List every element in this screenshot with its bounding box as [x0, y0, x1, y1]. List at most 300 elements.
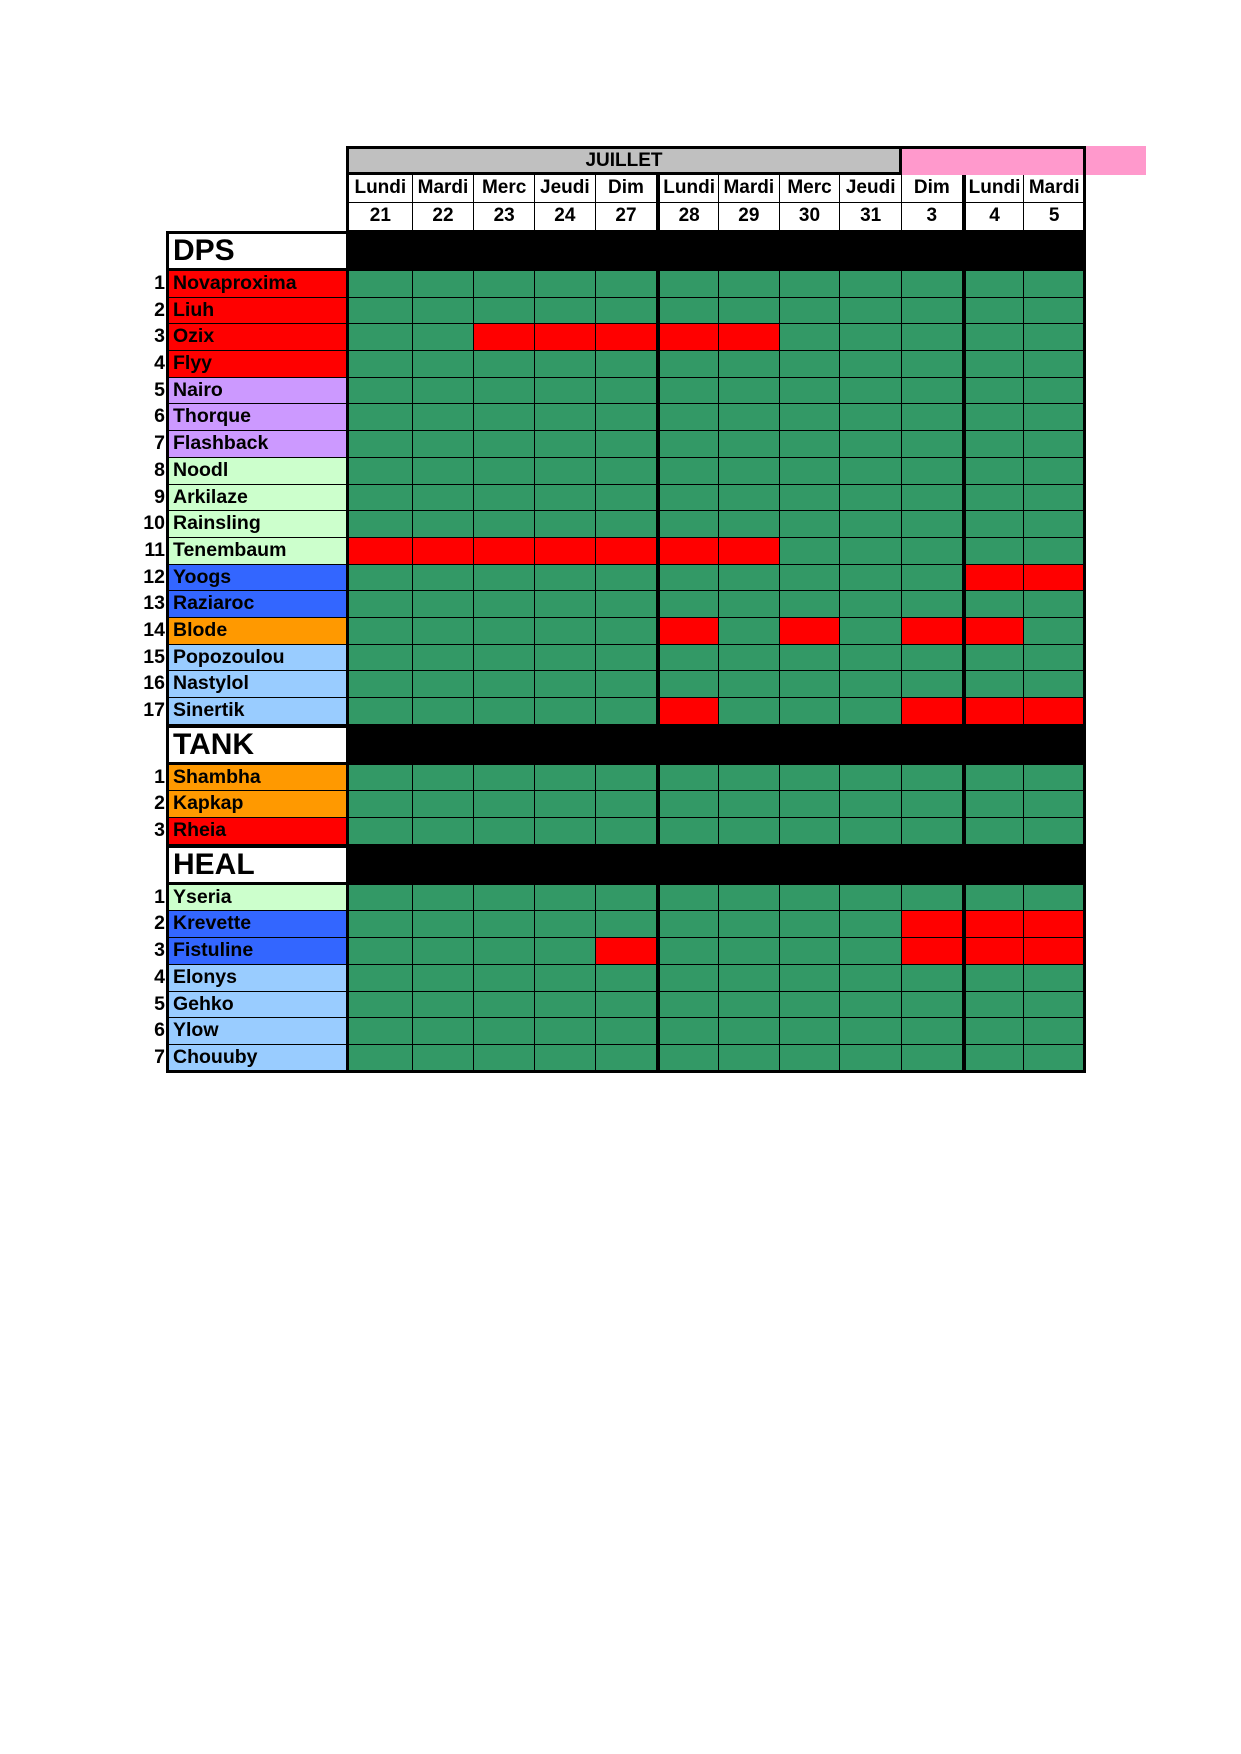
cell-available[interactable] [346, 1045, 413, 1072]
cell-available[interactable] [535, 458, 596, 485]
cell-available[interactable] [596, 818, 658, 845]
cell-available[interactable] [596, 404, 658, 431]
cell-available[interactable] [963, 324, 1025, 351]
cell-available[interactable] [780, 818, 841, 845]
cell-available[interactable] [963, 431, 1025, 458]
cell-available[interactable] [1024, 591, 1085, 618]
cell-available[interactable] [657, 458, 719, 485]
cell-available[interactable] [780, 431, 841, 458]
cell-available[interactable] [535, 618, 596, 645]
cell-unavailable[interactable] [1024, 565, 1085, 592]
cell-available[interactable] [780, 1018, 841, 1045]
cell-available[interactable] [596, 591, 658, 618]
cell-available[interactable] [840, 351, 902, 378]
cell-available[interactable] [657, 431, 719, 458]
cell-available[interactable] [963, 765, 1025, 792]
cell-available[interactable] [413, 458, 475, 485]
cell-available[interactable] [780, 351, 841, 378]
cell-available[interactable] [535, 885, 596, 912]
cell-available[interactable] [719, 298, 780, 325]
cell-available[interactable] [719, 765, 780, 792]
cell-available[interactable] [780, 965, 841, 992]
cell-available[interactable] [719, 511, 780, 538]
cell-available[interactable] [474, 565, 535, 592]
cell-available[interactable] [657, 791, 719, 818]
cell-available[interactable] [535, 485, 596, 512]
cell-available[interactable] [535, 511, 596, 538]
cell-unavailable[interactable] [902, 618, 963, 645]
cell-unavailable[interactable] [1024, 698, 1085, 725]
cell-available[interactable] [963, 1045, 1025, 1072]
cell-available[interactable] [596, 765, 658, 792]
cell-available[interactable] [413, 378, 475, 405]
cell-available[interactable] [657, 565, 719, 592]
cell-available[interactable] [1024, 791, 1085, 818]
cell-available[interactable] [1024, 818, 1085, 845]
cell-available[interactable] [596, 485, 658, 512]
cell-available[interactable] [657, 511, 719, 538]
cell-available[interactable] [474, 485, 535, 512]
cell-available[interactable] [596, 618, 658, 645]
cell-available[interactable] [902, 458, 963, 485]
cell-available[interactable] [474, 818, 535, 845]
cell-available[interactable] [963, 351, 1025, 378]
cell-available[interactable] [902, 485, 963, 512]
cell-available[interactable] [413, 885, 475, 912]
cell-available[interactable] [474, 458, 535, 485]
cell-available[interactable] [1024, 618, 1085, 645]
cell-available[interactable] [535, 992, 596, 1019]
cell-available[interactable] [535, 791, 596, 818]
cell-available[interactable] [474, 1018, 535, 1045]
cell-available[interactable] [346, 698, 413, 725]
cell-available[interactable] [902, 271, 963, 298]
cell-available[interactable] [413, 431, 475, 458]
cell-available[interactable] [902, 404, 963, 431]
cell-available[interactable] [474, 992, 535, 1019]
cell-unavailable[interactable] [963, 698, 1025, 725]
cell-available[interactable] [840, 511, 902, 538]
cell-available[interactable] [1024, 965, 1085, 992]
cell-available[interactable] [963, 511, 1025, 538]
cell-available[interactable] [840, 885, 902, 912]
cell-available[interactable] [719, 911, 780, 938]
cell-available[interactable] [719, 351, 780, 378]
cell-available[interactable] [840, 565, 902, 592]
cell-available[interactable] [840, 911, 902, 938]
cell-available[interactable] [963, 965, 1025, 992]
cell-available[interactable] [963, 298, 1025, 325]
cell-available[interactable] [413, 938, 475, 965]
cell-available[interactable] [346, 378, 413, 405]
cell-available[interactable] [346, 885, 413, 912]
cell-available[interactable] [963, 485, 1025, 512]
cell-available[interactable] [474, 431, 535, 458]
cell-unavailable[interactable] [474, 324, 535, 351]
cell-available[interactable] [902, 431, 963, 458]
cell-available[interactable] [413, 992, 475, 1019]
cell-available[interactable] [719, 591, 780, 618]
cell-available[interactable] [840, 485, 902, 512]
cell-available[interactable] [535, 1018, 596, 1045]
cell-available[interactable] [719, 271, 780, 298]
cell-available[interactable] [413, 791, 475, 818]
cell-available[interactable] [780, 324, 841, 351]
cell-available[interactable] [780, 271, 841, 298]
cell-available[interactable] [596, 431, 658, 458]
cell-available[interactable] [780, 378, 841, 405]
cell-available[interactable] [902, 965, 963, 992]
cell-available[interactable] [346, 431, 413, 458]
cell-available[interactable] [1024, 992, 1085, 1019]
cell-available[interactable] [1024, 1045, 1085, 1072]
cell-available[interactable] [596, 992, 658, 1019]
cell-available[interactable] [413, 565, 475, 592]
cell-available[interactable] [413, 671, 475, 698]
cell-available[interactable] [963, 992, 1025, 1019]
cell-available[interactable] [780, 591, 841, 618]
cell-available[interactable] [657, 765, 719, 792]
cell-available[interactable] [719, 698, 780, 725]
cell-available[interactable] [346, 511, 413, 538]
cell-available[interactable] [963, 645, 1025, 672]
cell-available[interactable] [346, 324, 413, 351]
cell-available[interactable] [719, 431, 780, 458]
cell-available[interactable] [474, 938, 535, 965]
cell-available[interactable] [474, 404, 535, 431]
cell-available[interactable] [902, 378, 963, 405]
cell-unavailable[interactable] [596, 324, 658, 351]
cell-available[interactable] [719, 992, 780, 1019]
cell-available[interactable] [902, 885, 963, 912]
cell-available[interactable] [596, 885, 658, 912]
cell-available[interactable] [413, 698, 475, 725]
cell-unavailable[interactable] [719, 324, 780, 351]
cell-available[interactable] [1024, 1018, 1085, 1045]
cell-unavailable[interactable] [902, 698, 963, 725]
cell-available[interactable] [413, 404, 475, 431]
cell-available[interactable] [657, 885, 719, 912]
cell-available[interactable] [413, 351, 475, 378]
cell-available[interactable] [346, 938, 413, 965]
cell-available[interactable] [963, 791, 1025, 818]
cell-available[interactable] [346, 351, 413, 378]
cell-available[interactable] [902, 565, 963, 592]
cell-available[interactable] [963, 818, 1025, 845]
cell-available[interactable] [902, 538, 963, 565]
cell-available[interactable] [413, 298, 475, 325]
cell-available[interactable] [780, 791, 841, 818]
cell-available[interactable] [719, 938, 780, 965]
cell-available[interactable] [474, 1045, 535, 1072]
cell-available[interactable] [780, 698, 841, 725]
cell-available[interactable] [474, 791, 535, 818]
cell-available[interactable] [413, 271, 475, 298]
cell-unavailable[interactable] [963, 618, 1025, 645]
cell-available[interactable] [535, 818, 596, 845]
cell-unavailable[interactable] [657, 538, 719, 565]
cell-available[interactable] [780, 404, 841, 431]
cell-available[interactable] [346, 645, 413, 672]
cell-available[interactable] [535, 565, 596, 592]
cell-available[interactable] [840, 938, 902, 965]
cell-available[interactable] [413, 765, 475, 792]
cell-available[interactable] [963, 538, 1025, 565]
cell-available[interactable] [596, 351, 658, 378]
cell-available[interactable] [1024, 765, 1085, 792]
cell-available[interactable] [840, 324, 902, 351]
cell-available[interactable] [1024, 538, 1085, 565]
cell-available[interactable] [780, 485, 841, 512]
cell-available[interactable] [413, 324, 475, 351]
cell-available[interactable] [963, 1018, 1025, 1045]
cell-available[interactable] [413, 965, 475, 992]
cell-available[interactable] [535, 911, 596, 938]
cell-available[interactable] [719, 791, 780, 818]
cell-available[interactable] [657, 1045, 719, 1072]
cell-available[interactable] [657, 1018, 719, 1045]
cell-unavailable[interactable] [657, 324, 719, 351]
cell-available[interactable] [1024, 645, 1085, 672]
cell-unavailable[interactable] [963, 911, 1025, 938]
cell-available[interactable] [474, 351, 535, 378]
cell-available[interactable] [474, 298, 535, 325]
cell-available[interactable] [596, 1018, 658, 1045]
cell-unavailable[interactable] [1024, 938, 1085, 965]
cell-available[interactable] [719, 404, 780, 431]
cell-available[interactable] [535, 645, 596, 672]
cell-unavailable[interactable] [535, 538, 596, 565]
cell-available[interactable] [346, 565, 413, 592]
cell-available[interactable] [719, 1018, 780, 1045]
cell-available[interactable] [719, 485, 780, 512]
cell-available[interactable] [840, 992, 902, 1019]
cell-available[interactable] [474, 618, 535, 645]
cell-available[interactable] [902, 791, 963, 818]
cell-available[interactable] [902, 765, 963, 792]
cell-available[interactable] [535, 1045, 596, 1072]
cell-available[interactable] [719, 378, 780, 405]
cell-available[interactable] [346, 591, 413, 618]
cell-available[interactable] [596, 671, 658, 698]
cell-unavailable[interactable] [413, 538, 475, 565]
cell-available[interactable] [780, 565, 841, 592]
cell-available[interactable] [902, 591, 963, 618]
cell-available[interactable] [346, 485, 413, 512]
cell-available[interactable] [719, 671, 780, 698]
cell-available[interactable] [413, 911, 475, 938]
cell-available[interactable] [596, 965, 658, 992]
cell-available[interactable] [1024, 351, 1085, 378]
cell-available[interactable] [413, 1045, 475, 1072]
cell-available[interactable] [346, 992, 413, 1019]
cell-available[interactable] [963, 885, 1025, 912]
cell-available[interactable] [346, 818, 413, 845]
cell-available[interactable] [902, 511, 963, 538]
cell-available[interactable] [780, 645, 841, 672]
cell-available[interactable] [719, 565, 780, 592]
cell-unavailable[interactable] [902, 938, 963, 965]
cell-unavailable[interactable] [719, 538, 780, 565]
cell-available[interactable] [535, 671, 596, 698]
cell-available[interactable] [346, 765, 413, 792]
cell-available[interactable] [1024, 485, 1085, 512]
cell-available[interactable] [474, 885, 535, 912]
cell-available[interactable] [596, 511, 658, 538]
cell-available[interactable] [840, 298, 902, 325]
cell-available[interactable] [596, 645, 658, 672]
cell-available[interactable] [840, 1018, 902, 1045]
cell-available[interactable] [474, 645, 535, 672]
cell-available[interactable] [902, 298, 963, 325]
cell-available[interactable] [840, 1045, 902, 1072]
cell-available[interactable] [346, 791, 413, 818]
cell-available[interactable] [902, 1045, 963, 1072]
cell-unavailable[interactable] [780, 618, 841, 645]
cell-available[interactable] [657, 485, 719, 512]
cell-available[interactable] [840, 271, 902, 298]
cell-available[interactable] [657, 992, 719, 1019]
cell-available[interactable] [840, 698, 902, 725]
cell-available[interactable] [719, 885, 780, 912]
cell-available[interactable] [840, 791, 902, 818]
cell-available[interactable] [1024, 404, 1085, 431]
cell-available[interactable] [1024, 458, 1085, 485]
cell-available[interactable] [474, 671, 535, 698]
cell-available[interactable] [346, 671, 413, 698]
cell-available[interactable] [780, 911, 841, 938]
cell-available[interactable] [780, 765, 841, 792]
cell-available[interactable] [963, 591, 1025, 618]
cell-available[interactable] [1024, 431, 1085, 458]
cell-available[interactable] [963, 378, 1025, 405]
cell-unavailable[interactable] [596, 538, 658, 565]
cell-available[interactable] [840, 645, 902, 672]
cell-available[interactable] [963, 671, 1025, 698]
cell-unavailable[interactable] [963, 565, 1025, 592]
cell-available[interactable] [780, 938, 841, 965]
cell-available[interactable] [1024, 324, 1085, 351]
cell-available[interactable] [596, 1045, 658, 1072]
cell-available[interactable] [902, 645, 963, 672]
cell-available[interactable] [474, 698, 535, 725]
cell-available[interactable] [902, 992, 963, 1019]
cell-available[interactable] [657, 378, 719, 405]
cell-available[interactable] [657, 351, 719, 378]
cell-available[interactable] [596, 791, 658, 818]
cell-available[interactable] [1024, 885, 1085, 912]
cell-available[interactable] [963, 458, 1025, 485]
cell-available[interactable] [596, 911, 658, 938]
cell-unavailable[interactable] [596, 938, 658, 965]
cell-available[interactable] [474, 911, 535, 938]
cell-available[interactable] [840, 818, 902, 845]
cell-available[interactable] [535, 938, 596, 965]
cell-available[interactable] [346, 618, 413, 645]
cell-available[interactable] [780, 671, 841, 698]
cell-available[interactable] [657, 938, 719, 965]
cell-unavailable[interactable] [902, 911, 963, 938]
cell-available[interactable] [1024, 298, 1085, 325]
cell-available[interactable] [346, 911, 413, 938]
cell-available[interactable] [535, 591, 596, 618]
cell-available[interactable] [596, 458, 658, 485]
cell-available[interactable] [657, 645, 719, 672]
cell-available[interactable] [474, 271, 535, 298]
cell-available[interactable] [346, 298, 413, 325]
cell-available[interactable] [780, 992, 841, 1019]
cell-available[interactable] [413, 818, 475, 845]
cell-available[interactable] [719, 818, 780, 845]
cell-unavailable[interactable] [1024, 911, 1085, 938]
cell-available[interactable] [346, 458, 413, 485]
cell-unavailable[interactable] [535, 324, 596, 351]
cell-available[interactable] [840, 591, 902, 618]
cell-available[interactable] [719, 458, 780, 485]
cell-available[interactable] [657, 671, 719, 698]
cell-available[interactable] [535, 298, 596, 325]
cell-available[interactable] [840, 965, 902, 992]
cell-available[interactable] [719, 618, 780, 645]
cell-available[interactable] [902, 1018, 963, 1045]
cell-unavailable[interactable] [963, 938, 1025, 965]
cell-available[interactable] [535, 965, 596, 992]
cell-available[interactable] [1024, 378, 1085, 405]
cell-available[interactable] [474, 965, 535, 992]
cell-available[interactable] [596, 378, 658, 405]
cell-unavailable[interactable] [657, 618, 719, 645]
cell-available[interactable] [780, 298, 841, 325]
cell-available[interactable] [474, 591, 535, 618]
cell-available[interactable] [840, 404, 902, 431]
cell-available[interactable] [840, 765, 902, 792]
cell-available[interactable] [596, 565, 658, 592]
cell-available[interactable] [902, 671, 963, 698]
cell-available[interactable] [596, 271, 658, 298]
cell-available[interactable] [474, 511, 535, 538]
cell-available[interactable] [657, 965, 719, 992]
cell-available[interactable] [413, 511, 475, 538]
cell-available[interactable] [963, 271, 1025, 298]
cell-available[interactable] [902, 818, 963, 845]
cell-available[interactable] [780, 1045, 841, 1072]
cell-available[interactable] [413, 645, 475, 672]
cell-available[interactable] [657, 271, 719, 298]
cell-available[interactable] [535, 431, 596, 458]
cell-available[interactable] [840, 458, 902, 485]
cell-available[interactable] [474, 378, 535, 405]
cell-available[interactable] [657, 911, 719, 938]
cell-available[interactable] [780, 511, 841, 538]
cell-available[interactable] [963, 404, 1025, 431]
cell-available[interactable] [346, 965, 413, 992]
cell-available[interactable] [780, 458, 841, 485]
cell-available[interactable] [719, 645, 780, 672]
cell-available[interactable] [413, 485, 475, 512]
cell-available[interactable] [413, 1018, 475, 1045]
cell-available[interactable] [840, 671, 902, 698]
cell-available[interactable] [840, 378, 902, 405]
cell-available[interactable] [902, 351, 963, 378]
cell-available[interactable] [535, 351, 596, 378]
cell-available[interactable] [535, 698, 596, 725]
cell-available[interactable] [1024, 511, 1085, 538]
cell-available[interactable] [840, 431, 902, 458]
cell-available[interactable] [657, 404, 719, 431]
cell-unavailable[interactable] [346, 538, 413, 565]
cell-available[interactable] [902, 324, 963, 351]
cell-available[interactable] [413, 618, 475, 645]
